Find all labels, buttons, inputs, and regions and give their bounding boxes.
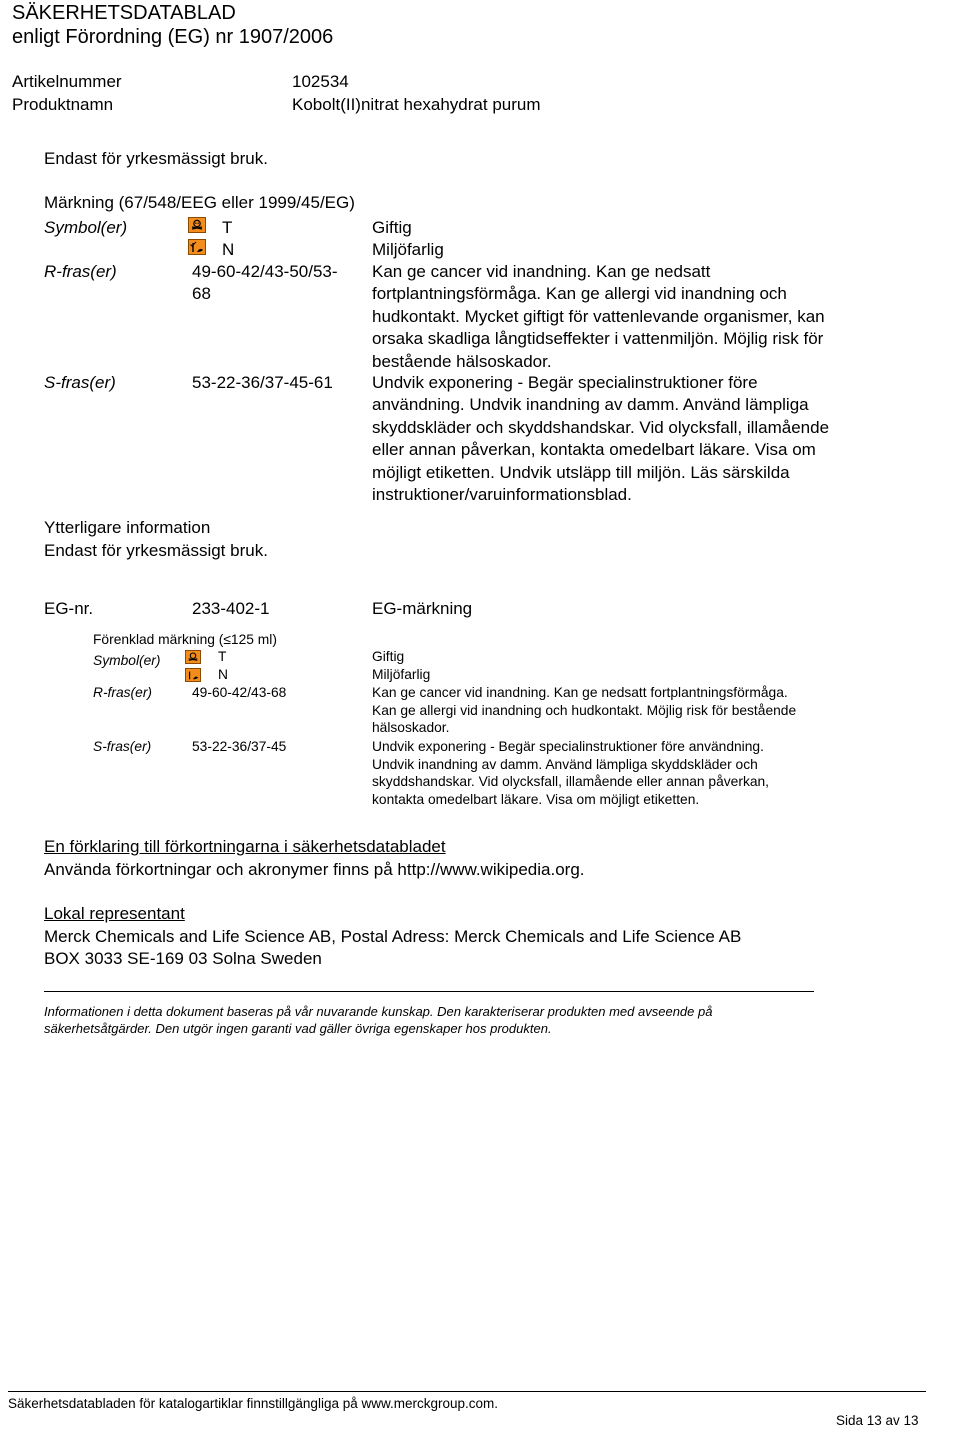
intro-text: Endast för yrkesmässigt bruk.: [44, 149, 268, 168]
additional-info-heading: Ytterligare information: [44, 518, 211, 537]
article-number-value: 102534: [292, 72, 349, 91]
r-phrases-codes-line2: 68: [192, 284, 211, 303]
environment-hazard-icon: [188, 239, 206, 255]
skull-hazard-icon: [185, 650, 201, 664]
simplified-s-text-line: kontakta omedelbart läkare. Visa om möjligt etiketten.: [372, 791, 700, 807]
symbol-meaning-t: Giftig: [372, 218, 412, 237]
simplified-s-text-line: skyddshandskar. Vid olycksfall, illamående eller annan påverkan,: [372, 774, 770, 790]
footer-divider: [8, 1391, 926, 1392]
representative-line2: BOX 3033 SE-169 03 Solna Sweden: [44, 949, 322, 968]
ec-marking-label: EG-märkning: [372, 599, 473, 618]
ec-number-label: EG-nr.: [44, 599, 94, 618]
simplified-r-text-line: Kan ge cancer vid inandning. Kan ge nedsatt fortplantningsförmåga.: [372, 685, 788, 700]
labelling-heading: Märkning (67/548/EEG eller 1999/45/EG): [44, 193, 355, 212]
simplified-r-text: [372, 684, 822, 737]
simplified-heading: Förenklad märkning (≤125 ml): [93, 632, 277, 647]
simplified-symbol-meaning-t: Giftig: [372, 649, 405, 664]
s-phrases-codes: 53-22-36/37-45-61: [192, 373, 333, 392]
simplified-s-text-line: Undvik inandning av damm. Använd lämpliga skyddskläder och: [372, 756, 758, 772]
symbol-code-t: T: [222, 218, 233, 237]
s-text-line: möjligt etiketten. Undvik utsläpp till miljön. Läs särskilda: [372, 462, 790, 482]
simplified-r-codes: 49-60-42/43-68: [192, 685, 287, 700]
r-text-line: fortplantningsförmåga. Kan ge allergi vid inandning och: [372, 284, 787, 304]
product-name-label: Produktnamn: [12, 95, 114, 114]
s-text-line: eller annan påverkan, kontakta omedelbart läkare. Visa om: [372, 440, 816, 460]
simplified-s-text-line: Undvik exponering - Begär specialinstruktioner före användning.: [372, 739, 764, 754]
s-text-line: Undvik exponering - Begär specialinstruktioner före: [372, 373, 758, 392]
environment-hazard-icon: [185, 668, 201, 682]
footer-catalog-note: Säkerhetsdatabladen för katalogartiklar finnstillgängliga på www.merckgroup.com.: [8, 1396, 499, 1411]
additional-info-text: Endast för yrkesmässigt bruk.: [44, 541, 268, 560]
r-phrases-label: R-fras(er): [44, 262, 117, 281]
product-name-value: Kobolt(II)nitrat hexahydrat purum: [292, 95, 541, 114]
disclaimer-line1: Informationen i detta dokument baseras på vår nuvarande kunskap. Den karakteriserar produkten med avseende på: [44, 1004, 713, 1019]
s-text-line: skyddskläder och skyddshandskar. Vid olycksfall, illamående: [372, 417, 830, 437]
ec-number-value: 233-402-1: [192, 599, 270, 618]
r-text-line: hudkontakt. Mycket giftigt för vattenlevande organismer, kan: [372, 306, 825, 326]
s-text-line: användning. Undvik inandning av damm. Använd lämpliga: [372, 395, 809, 415]
abbreviations-text: Använda förkortningar och akronymer finns på http://www.wikipedia.org.: [44, 860, 585, 879]
symbol-code-n: N: [222, 240, 235, 259]
page-number: Sida 13 av 13: [836, 1413, 919, 1428]
abbreviations-heading: En förklaring till förkortningarna i säkerhetsdatabladet: [44, 837, 446, 856]
simplified-symbol-code-t: T: [218, 649, 227, 664]
r-text-line: orsaka skadliga långtidseffekter i vattenmiljön. Möjlig risk för: [372, 329, 824, 349]
document-title: SÄKERHETSDATABLAD: [12, 2, 236, 24]
r-phrases-codes-line1: 49-60-42/43-50/53-: [192, 262, 338, 281]
article-number-label: Artikelnummer: [12, 72, 122, 91]
simplified-s-codes: 53-22-36/37-45: [192, 739, 287, 754]
simplified-s-text: [372, 738, 822, 808]
simplified-s-label: S-fras(er): [93, 739, 152, 754]
representative-line1: Merck Chemicals and Life Science AB, Postal Adress: Merck Chemicals and Life Science AB: [44, 927, 742, 946]
simplified-r-label: R-fras(er): [93, 685, 153, 700]
s-phrases-text: [372, 372, 872, 506]
simplified-symbol-label: Symbol(er): [93, 653, 161, 668]
simplified-symbol-meaning-n: Miljöfarlig: [372, 667, 431, 682]
r-text-line: bestående hälsoskador.: [372, 351, 552, 371]
simplified-r-text-line: Kan ge allergi vid inandning och hudkontakt. Möjlig risk för bestående: [372, 702, 797, 718]
representative-heading: Lokal representant: [44, 904, 185, 923]
symbol-label: Symbol(er): [44, 218, 128, 237]
simplified-r-text-line: hälsoskador.: [372, 720, 450, 736]
s-text-line: instruktioner/varuinformationsblad.: [372, 485, 632, 505]
document-subtitle: enligt Förordning (EG) nr 1907/2006: [12, 26, 334, 48]
r-phrases-text: [372, 261, 872, 373]
s-phrases-label: S-fras(er): [44, 373, 116, 392]
disclaimer-line2: säkerhetsåtgärder. Den utgör ingen garanti vad gäller övriga egenskaper hos produkten.: [44, 1021, 552, 1036]
disclaimer-divider: [44, 991, 814, 992]
symbol-meaning-n: Miljöfarlig: [372, 240, 444, 259]
skull-hazard-icon: [188, 217, 206, 233]
simplified-symbol-code-n: N: [218, 667, 228, 682]
r-text-line: Kan ge cancer vid inandning. Kan ge nedsatt: [372, 262, 711, 281]
